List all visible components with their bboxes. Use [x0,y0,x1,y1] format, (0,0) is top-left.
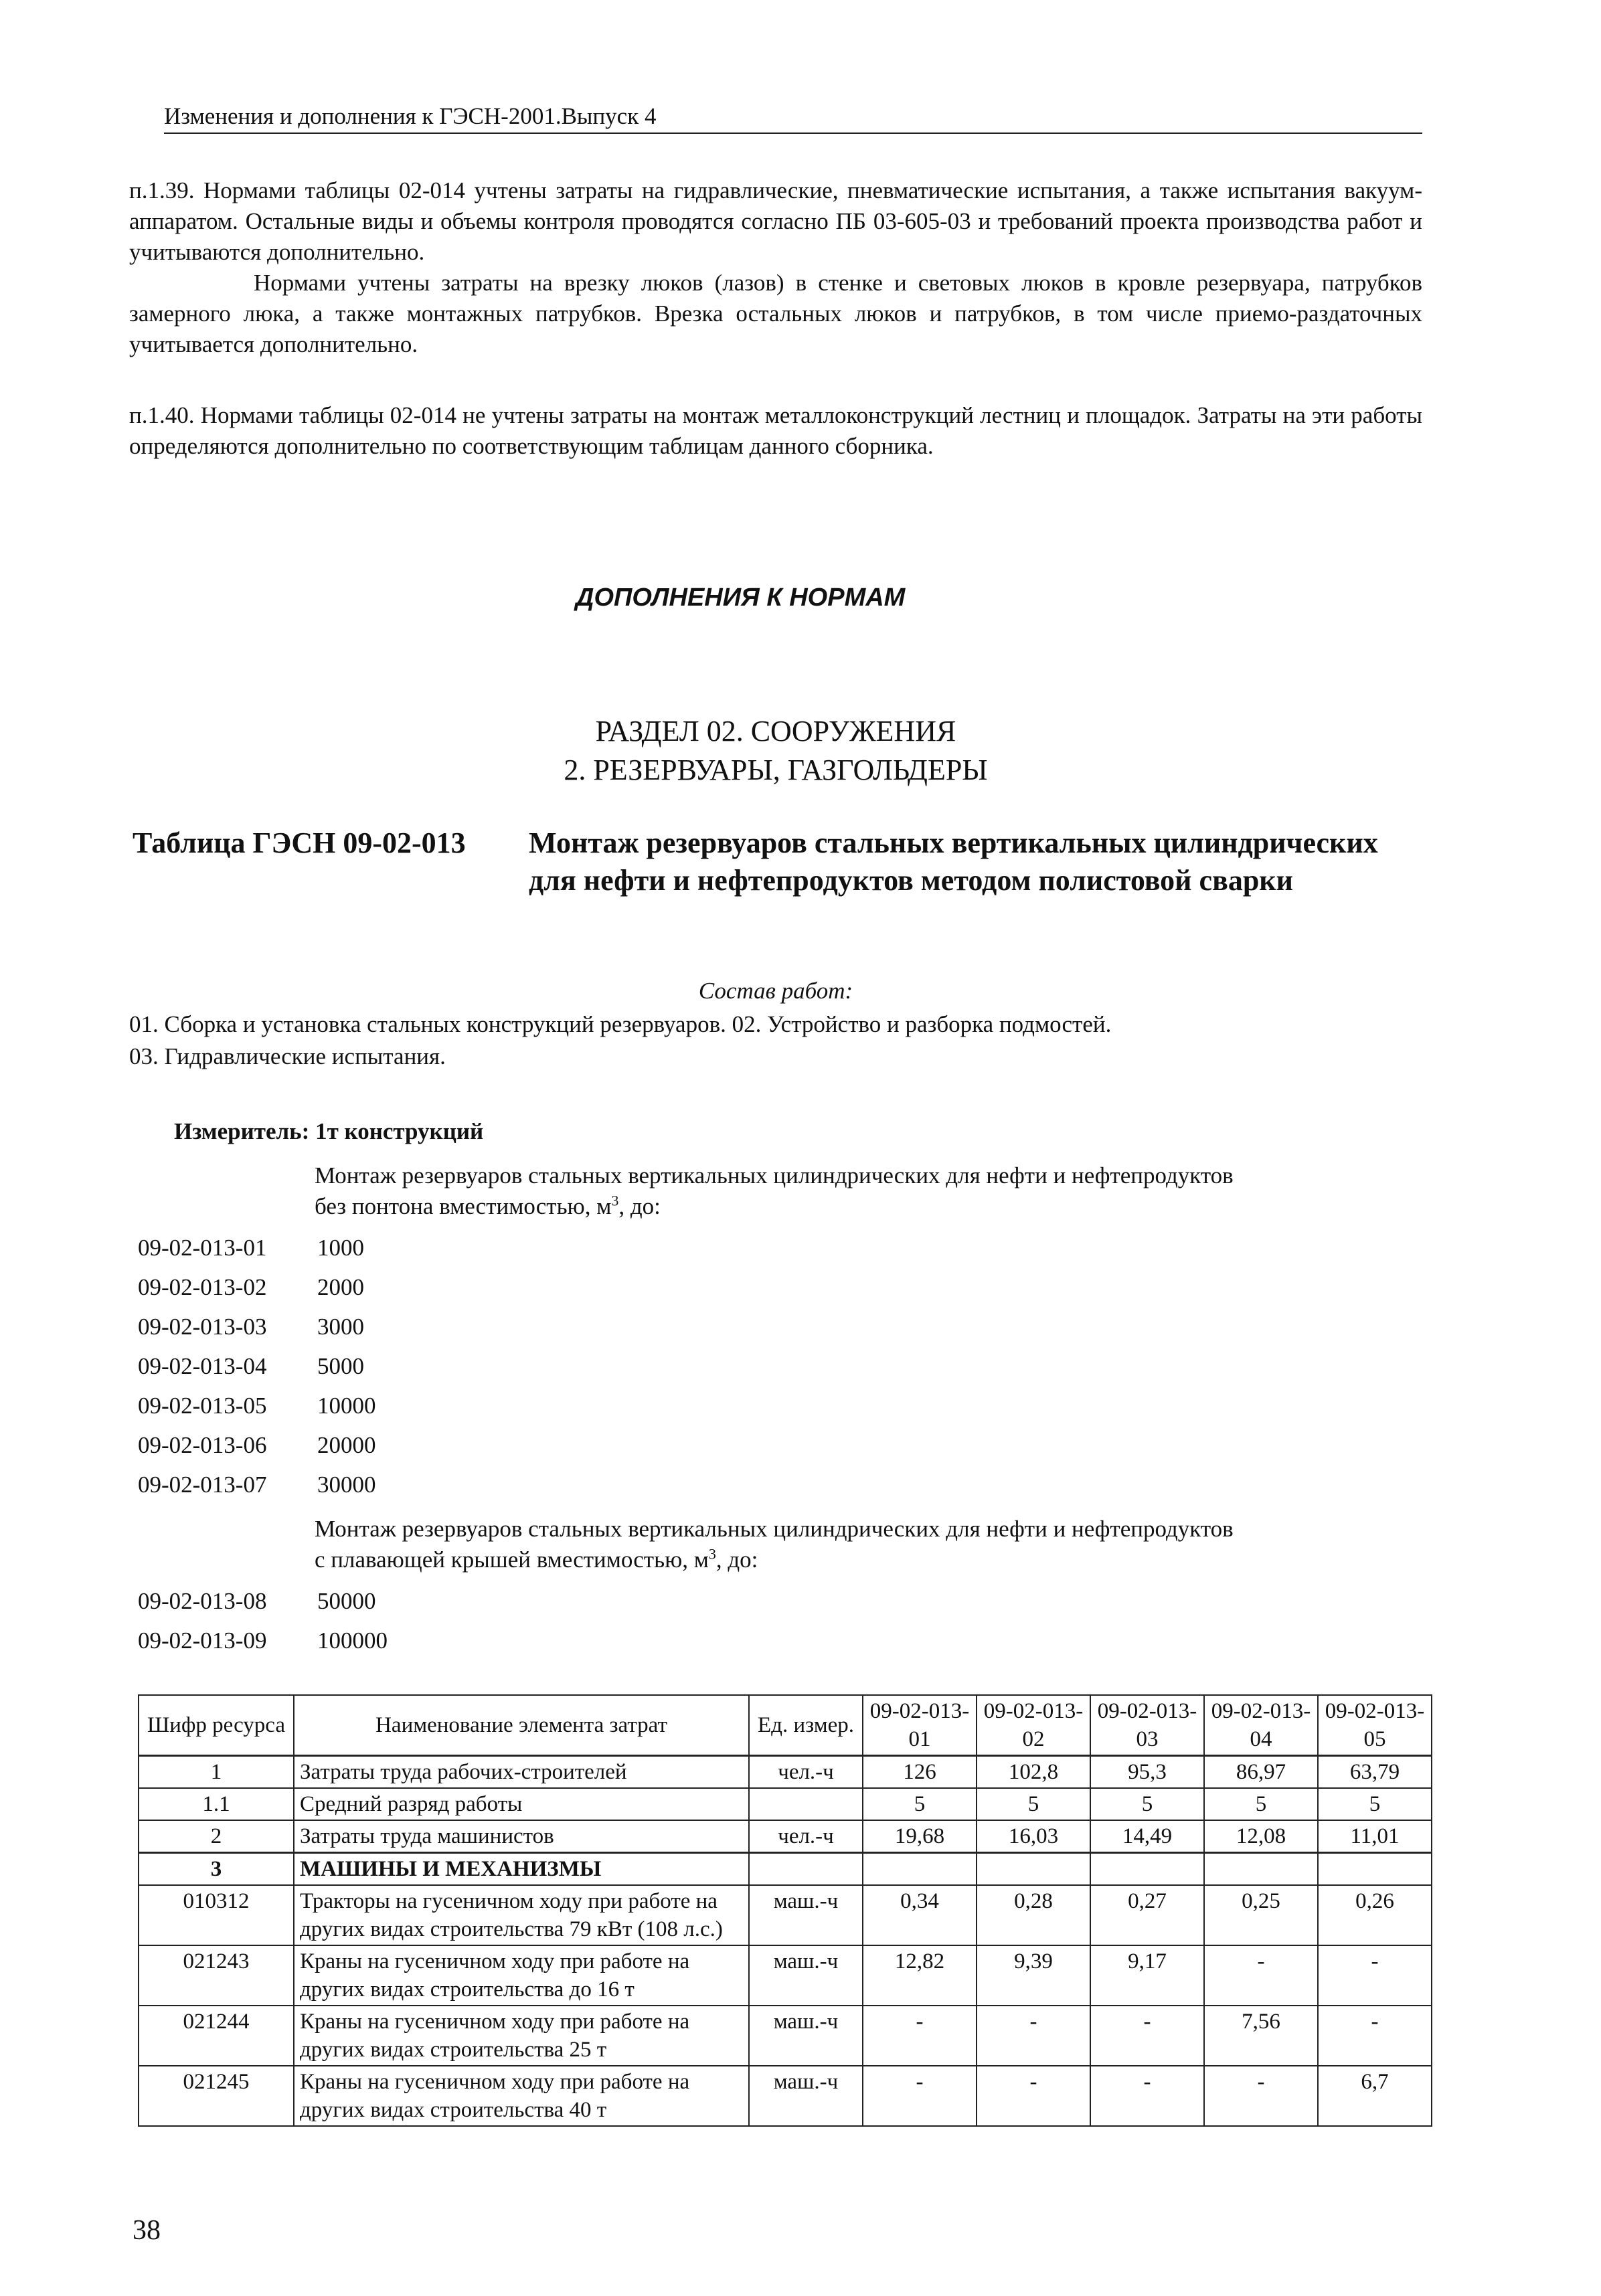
group-2-description-line-2: с плавающей крышей вместимостью, $м^3$, до: [315,1545,758,1573]
table-row: 021244 Краны на гусеничном ходу при работе на других видах строительства 25 т маш.-ч - - - 7,56 - [139,2006,1432,2066]
measurer: Измеритель: 1т конструкций [174,1118,484,1144]
norm-row: 09-02-013-02 2000 [138,1274,364,1300]
page-number: 38 [133,2215,161,2246]
norm-row: 09-02-013-09 100000 [138,1627,388,1654]
section-title: РАЗДЕЛ 02. СООРУЖЕНИЯ [595,715,956,747]
norm-row: 09-02-013-04 5000 [138,1353,364,1379]
header-cost-element-name: Наименование элемента затрат [294,1695,749,1756]
header-norm-column: 09-02-013-05 [1318,1695,1432,1756]
header-norm-column: 09-02-013-03 [1090,1695,1204,1756]
norm-row: 09-02-013-07 30000 [138,1472,376,1498]
work-composition-heading: Состав работ: [698,978,853,1004]
table-label: Таблица ГЭСН 09-02-013 [133,826,466,859]
header-norm-column: 09-02-013-01 [863,1695,977,1756]
table-row: 021243 Краны на гусеничном ходу при работе на других видах строительства до 16 т маш.-ч 12,82 9,39 9,17 - - [139,1945,1432,2006]
norm-row: 09-02-013-05 10000 [138,1393,376,1419]
header-norm-column: 09-02-013-04 [1204,1695,1318,1756]
work-composition-line-1: 01. Сборка и установка стальных конструкций резервуаров. 02. Устройство и разборка подмостей. [129,1011,1112,1037]
work-composition-line-2: 03. Гидравлические испытания. [129,1043,446,1069]
table-row: 1 Затраты труда рабочих-строителей чел.-ч 126 102,8 95,3 86,97 63,79 [139,1756,1432,1789]
group-1-description [315,1160,1426,1222]
header-unit: Ед. измер. [749,1695,863,1756]
paragraph-1-39: п.1.39. Нормами таблицы 02-014 учтены затраты на гидравлические, пневматические испытания, а также испытания вакуум-аппаратом. Остальные виды и объемы контроля проводятся согласно ПБ 03-605-03 и требований проекта производства работ и учитываются дополнительно. [129,177,1422,265]
table-title: Монтаж резервуаров стальных вертикальных цилиндрических для нефти и нефтепродуктов методом полистовой сварки [529,826,1378,897]
table-row: 010312 Тракторы на гусеничном ходу при работе на других видах строительства 79 кВт (108 л.с.) маш.-ч 0,34 0,28 0,27 0,25 0,26 [139,1885,1432,1945]
group-1-description-line-1: Монтаж резервуаров стальных вертикальных цилиндрических для нефти и нефтепродуктов [315,1162,1234,1188]
table-row: 021245 Краны на гусеничном ходу при работе на других видах строительства 40 т маш.-ч - - - - 6,7 [139,2066,1432,2126]
group-1-description-line-2: без понтона вместимостью, $м^3$, до: [315,1192,661,1219]
group-2-description [315,1514,1426,1575]
norm-row: 09-02-013-08 50000 [138,1588,376,1614]
subsection-title: 2. РЕЗЕРВУАРЫ, ГАЗГОЛЬДЕРЫ [564,754,988,786]
table-row: 1.1 Средний разряд работы 5 5 5 5 5 [139,1788,1432,1820]
running-header: Изменения и дополнения к ГЭСН-2001.Выпуск 4 [164,102,1422,134]
resource-norms-table [138,1694,1432,2127]
table-row: 2 Затраты труда машинистов чел.-ч 19,68 16,03 14,49 12,08 11,01 [139,1820,1432,1853]
table-section-row: 3 МАШИНЫ И МЕХАНИЗМЫ [139,1853,1432,1886]
norm-row: 09-02-013-03 3000 [138,1314,364,1340]
header-resource-code: Шифр ресурса [139,1695,294,1756]
table-header-row [139,1695,1432,1756]
group-2-description-line-1: Монтаж резервуаров стальных вертикальных цилиндрических для нефти и нефтепродуктов [315,1516,1234,1542]
supplement-heading: ДОПОЛНЕНИЯ К НОРМАМ [576,584,906,612]
header-norm-column: 09-02-013-02 [977,1695,1090,1756]
paragraph-1-40: п.1.40. Нормами таблицы 02-014 не учтены затраты на монтаж металлоконструкций лестниц и площадок. Затраты на эти работы определяются дополнительно по соответствующим таблицам данного сборника. [129,402,1422,459]
norm-row: 09-02-013-06 20000 [138,1432,376,1458]
paragraph-1-39-continued: Нормами учтены затраты на врезку люков (лазов) в стенке и световых люков в кровле резервуара, патрубков замерного люка, а также монтажных патрубков. Врезка остальных люков и патрубков, в том числе приемо-раздаточных учитывается дополнительно. [129,270,1422,357]
norm-row: 09-02-013-01 1000 [138,1235,364,1261]
